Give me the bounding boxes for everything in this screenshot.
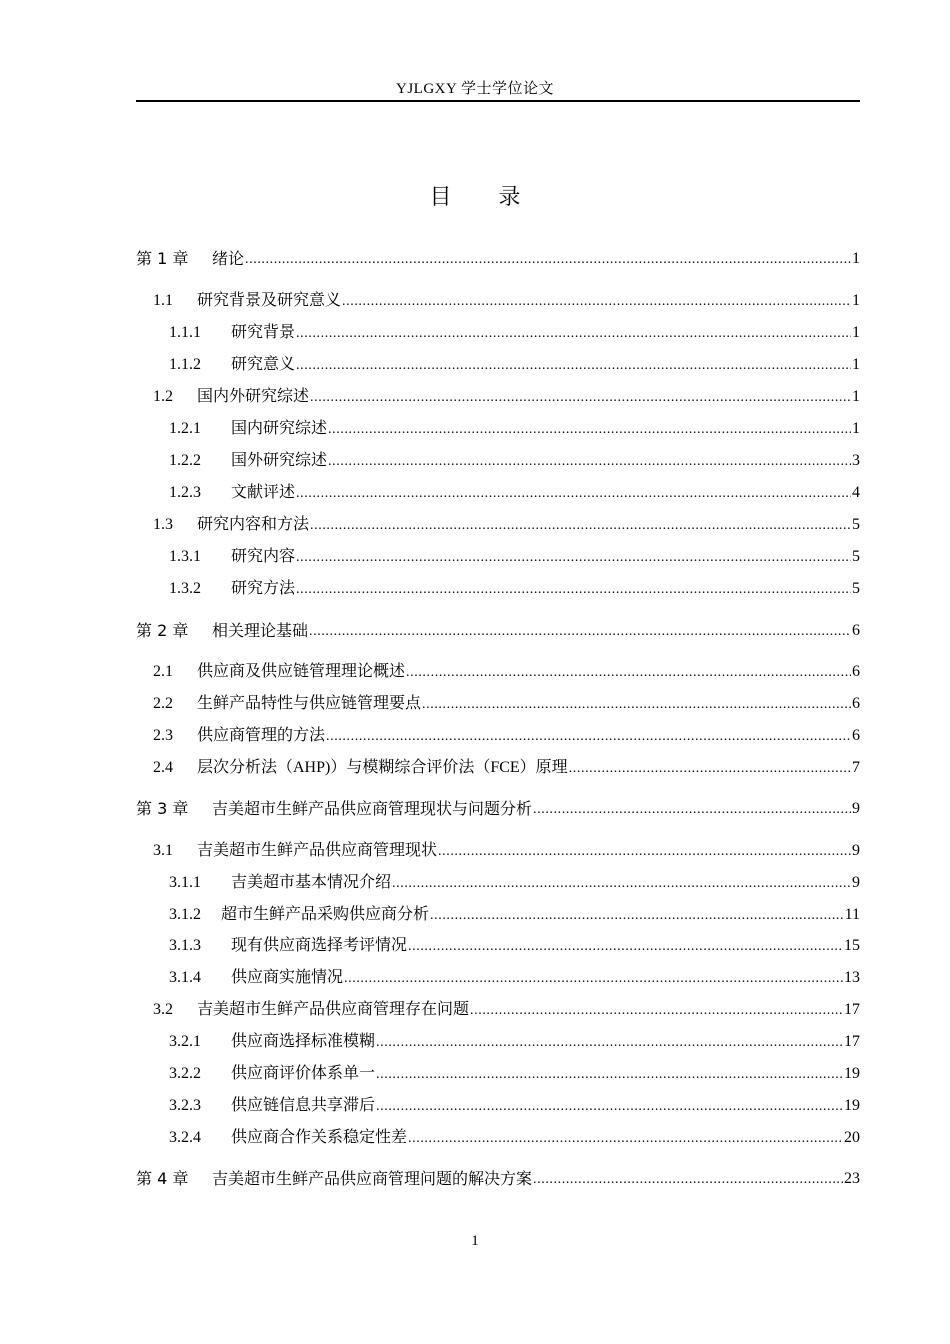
toc-entry[interactable] bbox=[136, 1165, 860, 1189]
toc-entry[interactable] bbox=[136, 1124, 860, 1148]
toc-entry-number: 3.2.1 bbox=[169, 1033, 201, 1050]
toc-leader-dots bbox=[406, 662, 851, 682]
toc-leader-dots bbox=[328, 451, 851, 471]
toc-entry-number: 3.1.1 bbox=[169, 874, 201, 891]
toc-entry-title: 国内研究综述 bbox=[231, 420, 328, 437]
toc-entry[interactable] bbox=[136, 351, 860, 375]
toc-leader-dots bbox=[430, 905, 844, 925]
toc-entry-title: 国内外研究综述 bbox=[197, 388, 310, 405]
toc-entry[interactable] bbox=[136, 287, 860, 311]
toc-entry-title: 研究内容和方法 bbox=[197, 516, 310, 533]
toc-entry-number: 3.1.2 bbox=[169, 906, 201, 923]
toc-leader-dots bbox=[296, 355, 851, 375]
toc-entry[interactable] bbox=[136, 795, 860, 819]
toc-leader-dots bbox=[376, 1032, 843, 1052]
toc-entry-title: 层次分析法（AHP)）与模糊综合评价法（FCE）原理 bbox=[197, 759, 568, 776]
toc-entry-page: 17 bbox=[844, 1033, 860, 1050]
toc-leader-dots bbox=[392, 873, 851, 893]
toc-leader-dots bbox=[296, 483, 851, 503]
toc-entry-page: 3 bbox=[852, 452, 860, 469]
toc-entry-number: 2.4 bbox=[153, 759, 173, 776]
toc-entry-number: 3.1.4 bbox=[169, 969, 201, 986]
toc-entry-number: 第 1 章 bbox=[136, 249, 189, 268]
toc-leader-dots bbox=[344, 968, 843, 988]
toc-entry-number: 1.3 bbox=[153, 516, 173, 533]
toc-entry-page: 20 bbox=[844, 1129, 860, 1146]
toc-entry-number: 2.2 bbox=[153, 695, 173, 712]
toc-entry-title: 研究意义 bbox=[231, 356, 296, 373]
toc-entry-page: 11 bbox=[844, 906, 860, 923]
toc-entry-page: 6 bbox=[852, 622, 860, 639]
toc-entry-title: 国外研究综述 bbox=[231, 452, 328, 469]
toc-entry[interactable] bbox=[136, 932, 860, 956]
toc-entry-title: 供应商管理的方法 bbox=[197, 727, 326, 744]
toc-entry-title: 超市生鲜产品采购供应商分析 bbox=[221, 906, 430, 923]
toc-entry-number: 1.2.2 bbox=[169, 452, 201, 469]
toc-entry-number: 第 3 章 bbox=[136, 799, 189, 818]
toc-leader-dots bbox=[422, 694, 851, 714]
toc-entry-page: 4 bbox=[852, 484, 860, 501]
page-number: 1 bbox=[471, 1233, 479, 1249]
toc-entry-title: 供应商及供应链管理理论概述 bbox=[197, 663, 406, 680]
toc-leader-dots bbox=[310, 515, 851, 535]
toc-entry-page: 1 bbox=[852, 388, 860, 405]
toc-entry[interactable] bbox=[136, 415, 860, 439]
toc-title bbox=[0, 180, 950, 211]
toc-leader-dots bbox=[245, 249, 851, 269]
toc-entry-number: 1.1 bbox=[153, 292, 173, 309]
toc-entry-number: 1.2 bbox=[153, 388, 173, 405]
toc-entry-title: 相关理论基础 bbox=[212, 621, 309, 640]
toc-entry-page: 23 bbox=[844, 1170, 860, 1187]
toc-entry[interactable] bbox=[136, 245, 860, 269]
toc-entry-page: 1 bbox=[852, 356, 860, 373]
toc-entry-page: 1 bbox=[852, 420, 860, 437]
toc-entry-number: 1.1.2 bbox=[169, 356, 201, 373]
toc-entry-title: 生鲜产品特性与供应链管理要点 bbox=[197, 695, 422, 712]
toc-entry-number: 1.2.1 bbox=[169, 420, 201, 437]
toc-leader-dots bbox=[376, 1064, 843, 1084]
toc-entry[interactable] bbox=[136, 658, 860, 682]
header-rule bbox=[136, 100, 860, 102]
toc-entry-number: 1.3.1 bbox=[169, 548, 201, 565]
toc-entry-title: 现有供应商选择考评情况 bbox=[231, 937, 408, 954]
toc-leader-dots bbox=[296, 323, 851, 343]
toc-entry-page: 13 bbox=[844, 969, 860, 986]
toc-entry-page: 19 bbox=[844, 1097, 860, 1114]
toc-entry[interactable] bbox=[136, 901, 860, 925]
toc-title-char-2: 录 bbox=[498, 185, 521, 210]
toc-entry-number: 3.2.3 bbox=[169, 1097, 201, 1114]
toc-entry-title: 绪论 bbox=[212, 249, 245, 268]
toc-leader-dots bbox=[376, 1096, 843, 1116]
toc-entry-page: 9 bbox=[852, 842, 860, 859]
toc-entry-page: 9 bbox=[852, 800, 860, 817]
toc-entry[interactable] bbox=[136, 319, 860, 343]
toc-entry-number: 第 4 章 bbox=[136, 1169, 189, 1188]
toc-entry-page: 5 bbox=[852, 580, 860, 597]
toc-entry-title: 研究方法 bbox=[231, 580, 296, 597]
toc-leader-dots bbox=[569, 758, 851, 778]
toc-entry-title: 研究背景 bbox=[231, 324, 296, 341]
toc-entry[interactable] bbox=[136, 543, 860, 567]
toc-entry-title: 研究内容 bbox=[231, 548, 296, 565]
toc-entry-page: 6 bbox=[852, 695, 860, 712]
toc-entry[interactable] bbox=[136, 617, 860, 641]
toc-leader-dots bbox=[408, 1128, 843, 1148]
toc-leader-dots bbox=[310, 387, 851, 407]
toc-entry-title: 吉美超市生鲜产品供应商管理问题的解决方案 bbox=[212, 1169, 533, 1188]
toc-entry-title: 文献评述 bbox=[231, 484, 296, 501]
toc-entry[interactable] bbox=[136, 996, 860, 1020]
toc-entry[interactable] bbox=[136, 479, 860, 503]
toc-entry[interactable] bbox=[136, 1028, 860, 1052]
toc-entry-title: 吉美超市生鲜产品供应商管理现状 bbox=[197, 842, 438, 859]
toc-leader-dots bbox=[408, 936, 843, 956]
toc-entry-title: 吉美超市生鲜产品供应商管理存在问题 bbox=[197, 1001, 470, 1018]
toc-entry[interactable] bbox=[136, 722, 860, 746]
toc-leader-dots bbox=[470, 1000, 843, 1020]
toc-leader-dots bbox=[328, 419, 851, 439]
toc-entry[interactable] bbox=[136, 447, 860, 471]
toc-entry[interactable] bbox=[136, 964, 860, 988]
toc-entry[interactable] bbox=[136, 837, 860, 861]
toc-entry-number: 第 2 章 bbox=[136, 621, 189, 640]
toc-entry[interactable] bbox=[136, 1060, 860, 1084]
toc-entry-page: 19 bbox=[844, 1065, 860, 1082]
toc-title-char-1: 目 bbox=[429, 185, 452, 210]
toc-entry[interactable] bbox=[136, 754, 860, 778]
toc-entry-number: 3.2.2 bbox=[169, 1065, 201, 1082]
toc-entry-number: 3.2 bbox=[153, 1001, 173, 1018]
page-header: YJLGXY 学士学位论文 bbox=[395, 81, 555, 97]
toc-entry-title: 供应商合作关系稳定性差 bbox=[231, 1129, 408, 1146]
toc-entry-number: 3.1.3 bbox=[169, 937, 201, 954]
toc-entry[interactable] bbox=[136, 869, 860, 893]
toc-entry-page: 9 bbox=[852, 874, 860, 891]
toc-entry-number: 2.3 bbox=[153, 727, 173, 744]
toc-entry-page: 7 bbox=[852, 759, 860, 776]
toc-entry-number: 1.2.3 bbox=[169, 484, 201, 501]
toc-entry-page: 15 bbox=[844, 937, 860, 954]
toc-leader-dots bbox=[326, 726, 851, 746]
toc-entry[interactable] bbox=[136, 383, 860, 407]
toc-entry-number: 1.3.2 bbox=[169, 580, 201, 597]
toc-entry-page: 6 bbox=[852, 663, 860, 680]
toc-entry-title: 研究背景及研究意义 bbox=[197, 292, 342, 309]
toc-entry[interactable] bbox=[136, 575, 860, 599]
toc-entry-title: 吉美超市基本情况介绍 bbox=[231, 874, 392, 891]
toc-entry-page: 6 bbox=[852, 727, 860, 744]
toc-entry-title: 供应商实施情况 bbox=[231, 969, 344, 986]
toc-entry[interactable] bbox=[136, 690, 860, 714]
toc-entry-number: 3.2.4 bbox=[169, 1129, 201, 1146]
toc-entry-page: 17 bbox=[844, 1001, 860, 1018]
toc-entry[interactable] bbox=[136, 1092, 860, 1116]
toc-entry-title: 吉美超市生鲜产品供应商管理现状与问题分析 bbox=[212, 799, 533, 818]
toc-entry-page: 1 bbox=[852, 250, 860, 267]
toc-leader-dots bbox=[296, 579, 851, 599]
toc-entry-title: 供应商选择标准模糊 bbox=[231, 1033, 376, 1050]
toc-entry-page: 5 bbox=[852, 516, 860, 533]
toc-leader-dots bbox=[309, 621, 851, 641]
toc-leader-dots bbox=[438, 841, 851, 861]
toc-leader-dots bbox=[533, 1169, 843, 1189]
toc-entry-number: 3.1 bbox=[153, 842, 173, 859]
toc-leader-dots bbox=[533, 799, 851, 819]
toc-entry-page: 5 bbox=[852, 548, 860, 565]
toc-leader-dots bbox=[296, 547, 851, 567]
toc-entry-title: 供应链信息共享滞后 bbox=[231, 1097, 376, 1114]
toc-entry-page: 1 bbox=[852, 324, 860, 341]
toc-leader-dots bbox=[342, 291, 851, 311]
toc-entry-page: 1 bbox=[852, 292, 860, 309]
toc-entry-number: 2.1 bbox=[153, 663, 173, 680]
toc-entry-title: 供应商评价体系单一 bbox=[231, 1065, 376, 1082]
toc-entry-number: 1.1.1 bbox=[169, 324, 201, 341]
toc-entry[interactable] bbox=[136, 511, 860, 535]
